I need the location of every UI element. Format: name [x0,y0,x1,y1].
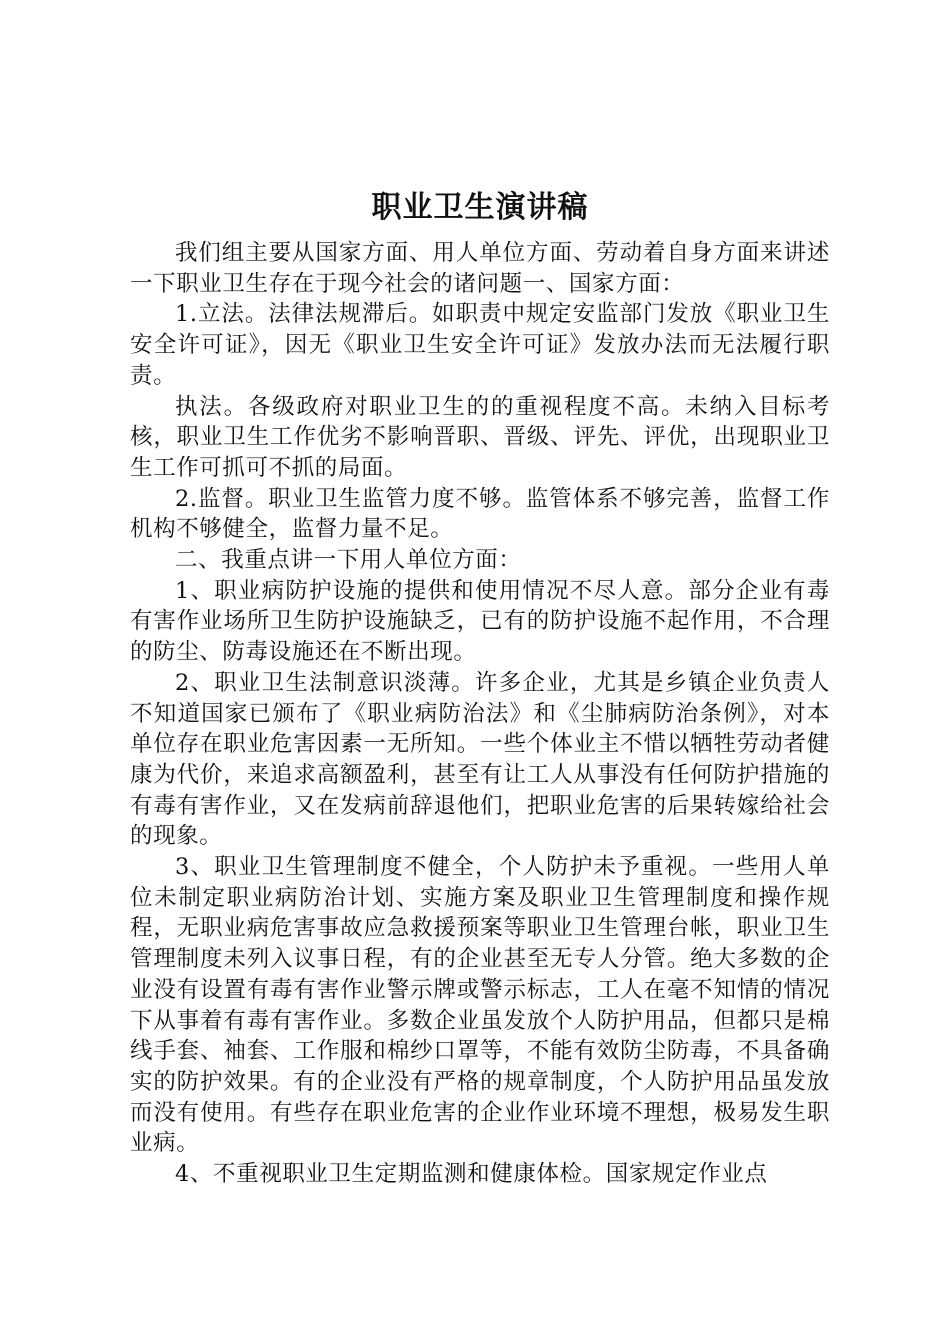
paragraph-employer-heading: 二、我重点讲一下用人单位方面： [175,547,522,574]
paragraph-intro: 我们组主要从国家方面、用人单位方面、劳动着自身方面来讲述一下职业卫生存在于现今社会的诸问题一、国家方面： [130,240,830,297]
paragraph-legislation: 1.立法。法律法规滞后。如职责中规定安监部门发放《职业卫生安全许可证》，因无《职业卫生安全许可证》发放办法而无法履行职责。 [130,301,830,389]
document-page [130,186,830,1190]
paragraph-monitoring: 4、不重视职业卫生定期监测和健康体检。国家规定作业点 [175,1161,768,1188]
paragraph-supervision: 2.监督。职业卫生监管力度不够。监管体系不够完善，监督工作机构不够健全，监督力量不足。 [130,485,830,543]
paragraph-management-system: 3、职业卫生管理制度不健全，个人防护未予重视。一些用人单位未制定职业病防治计划、实施方案及职业卫生管理制度和操作规程，无职业病危害事故应急救援预案等职业卫生管理台帐，职业卫生管理制度未列入议事日程，有的企业甚至无专人分管。绝大多数的企业没有设置有毒有害作业警示牌或警示标志，工人在毫不知情的情况下从事着有毒有害作业。多数企业虽发放个人防护用品，但都只是棉线手套、袖套、工作服和棉纱口罩等，不能有效防尘防毒，不具备确实的防护效果。有的企业没有严格的规章制度，个人防护用品虽发放而没有使用。有些存在职业危害的企业作业环境不理想，极易发生职业病。 [130,854,830,1157]
paragraph-enforcement: 执法。各级政府对职业卫生的的重视程度不高。未纳入目标考核，职业卫生工作优劣不影响晋职、晋级、评先、评优，出现职业卫生工作可抓可不抓的局面。 [130,393,830,481]
paragraph-protection-facilities: 1、职业病防护设施的提供和使用情况不尽人意。部分企业有毒有害作业场所卫生防护设施缺乏，已有的防护设施不起作用，不合理的防尘、防毒设施还在不断出现。 [130,577,830,666]
document-title: 职业卫生演讲稿 [371,190,589,225]
paragraph-legal-awareness: 2、职业卫生法制意识淡薄。许多企业，尤其是乡镇企业负责人不知道国家已颁布了《职业病防治法》和《尘肺病防治条例》，对本单位存在职业危害因素一无所知。一些个体业主不惜以牺牲劳动者健康为代价，来追求高额盈利，甚至有让工人从事没有任何防护措施的有毒有害作业，又在发病前辞退他们，把职业危害的后果转嫁给社会的现象。 [130,669,830,850]
